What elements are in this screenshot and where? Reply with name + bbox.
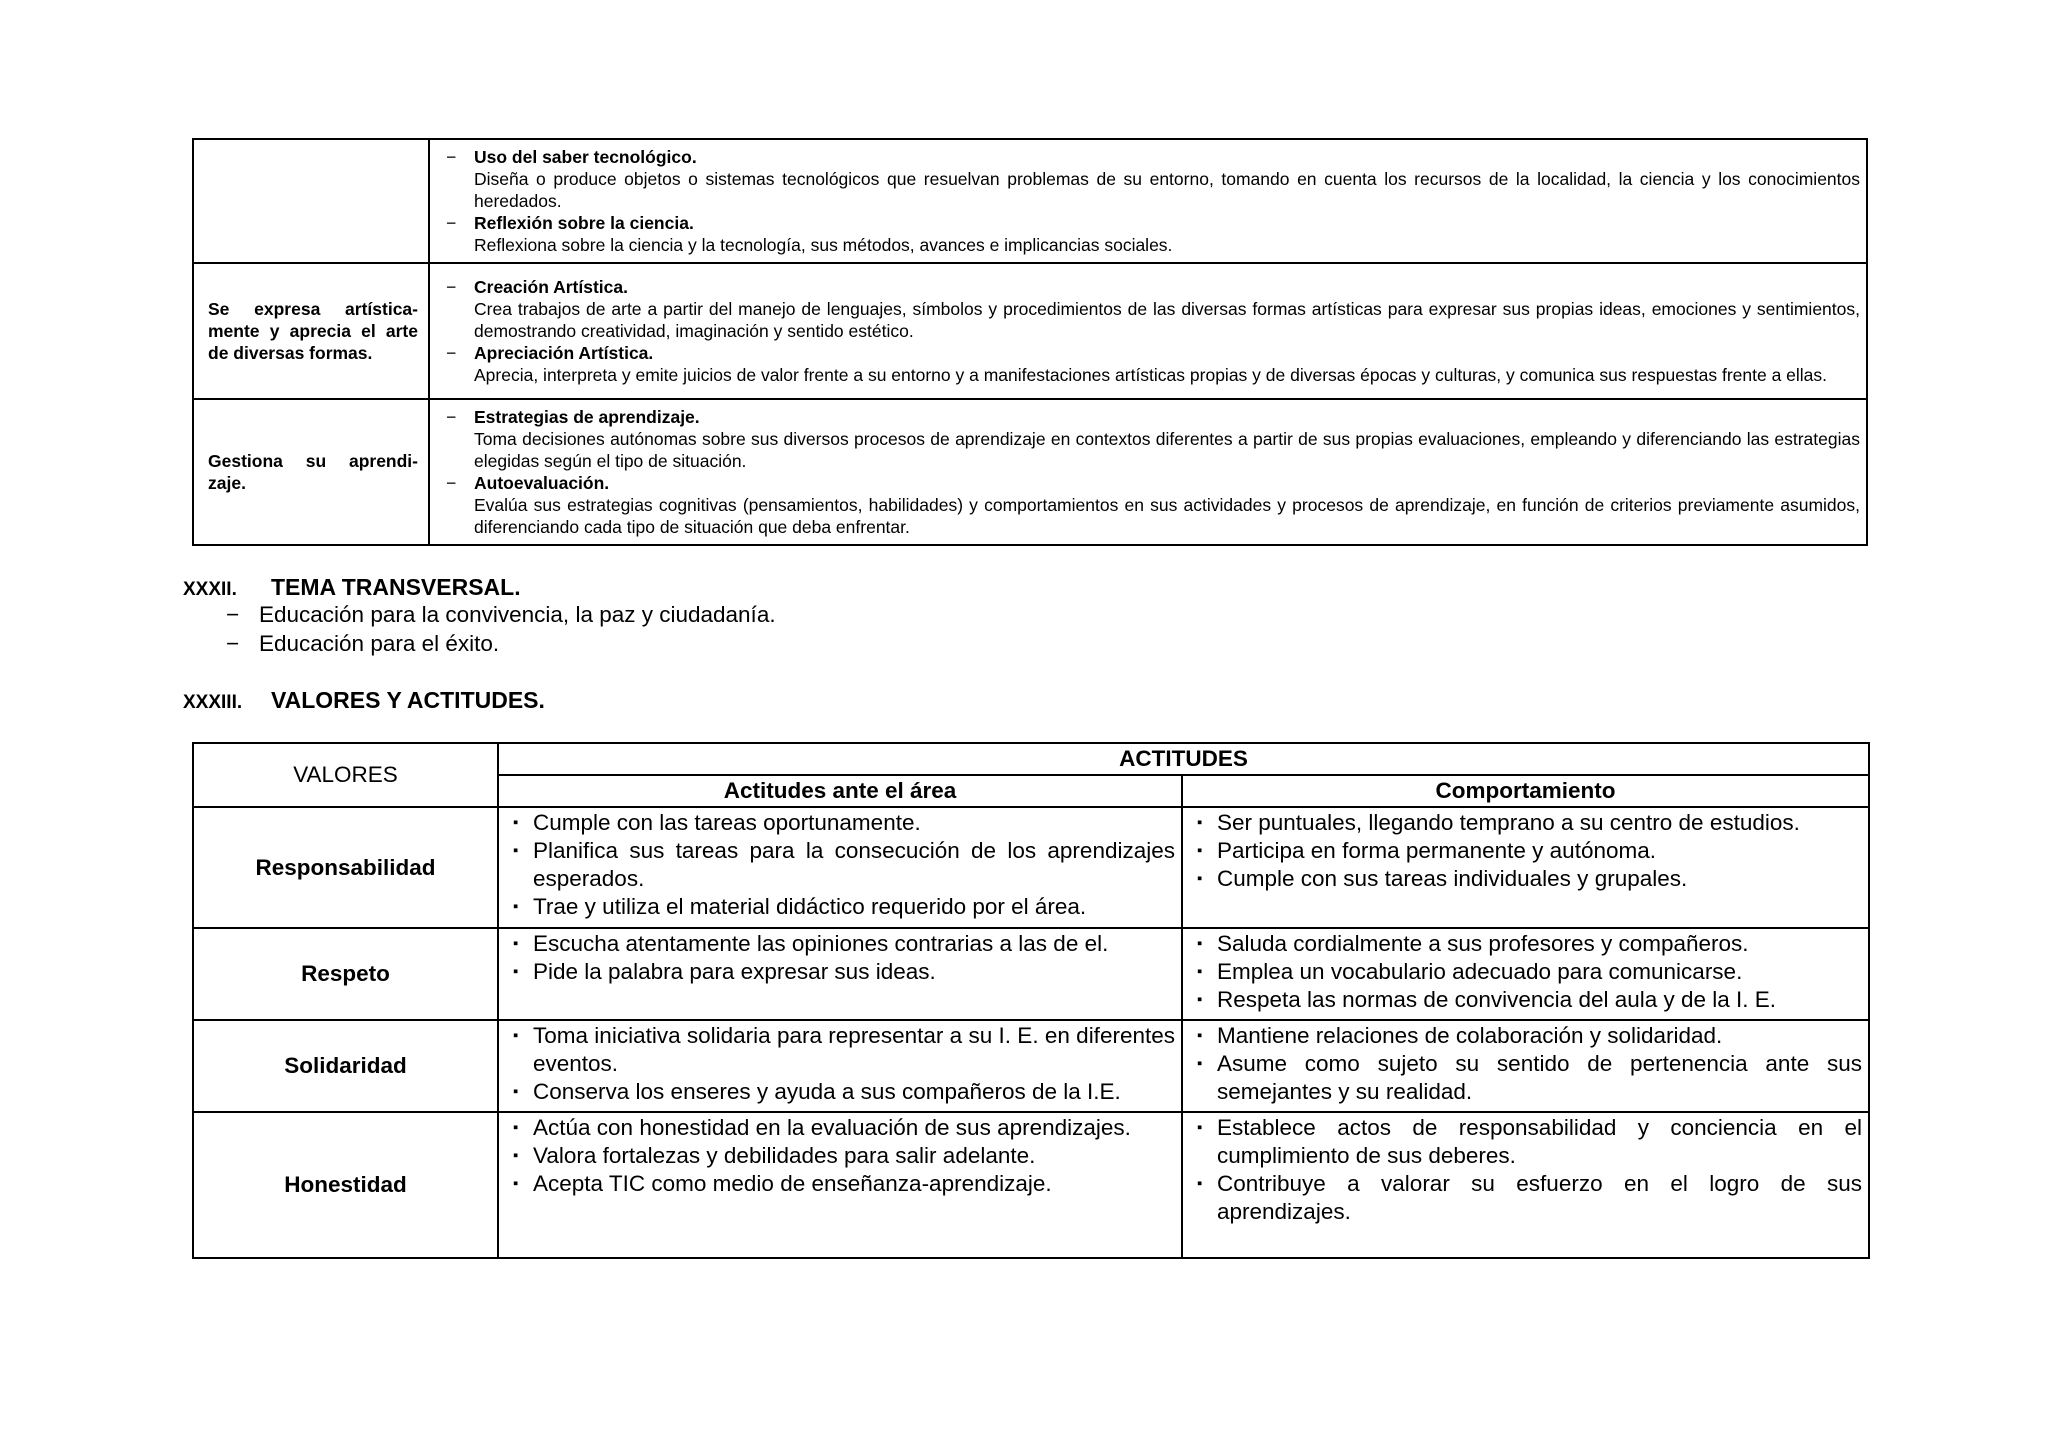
square-bullet-icon: ▪ xyxy=(1197,842,1203,859)
value-row xyxy=(193,928,1869,1020)
competency-name: Gestiona su aprendi- zaje. xyxy=(193,399,429,545)
list-item xyxy=(1197,1170,1862,1226)
capacity-title: Reflexión sobre la ciencia. xyxy=(474,212,694,233)
behavior-cell xyxy=(1182,928,1869,1020)
list-item-text: Establece actos de responsabilidad y conciencia en el cumplimiento de sus deberes. xyxy=(1217,1115,1862,1168)
list-item-text: Pide la palabra para expresar sus ideas. xyxy=(533,959,936,984)
capacity-title: Uso del saber tecnológico. xyxy=(474,146,697,167)
list-item xyxy=(513,1022,1175,1078)
square-bullet-icon: ▪ xyxy=(1197,870,1203,887)
header-comportamiento: Comportamiento xyxy=(1182,775,1869,807)
list-item-text: Actúa con honestidad en la evaluación de sus aprendizajes. xyxy=(533,1115,1131,1140)
capacity-item xyxy=(446,146,1860,212)
values-header-row xyxy=(193,743,1869,775)
dash-marker: − xyxy=(446,472,457,493)
capacity-item xyxy=(446,276,1860,342)
capacity-title: Autoevaluación. xyxy=(474,472,610,493)
dash-marker: − xyxy=(446,146,457,167)
list-item xyxy=(513,893,1175,921)
section-title: VALORES Y ACTITUDES. xyxy=(271,687,545,713)
list-item xyxy=(1197,930,1862,958)
value-name: Honestidad xyxy=(193,1112,498,1258)
value-row xyxy=(193,1112,1869,1258)
capacities-cell xyxy=(429,399,1867,545)
list-item xyxy=(1197,1022,1862,1050)
list-item-text: Planifica sus tareas para la consecución de los aprendizajes esperados. xyxy=(533,838,1175,891)
square-bullet-icon: ▪ xyxy=(1197,963,1203,980)
area-attitudes-cell xyxy=(498,1112,1182,1258)
area-attitudes-cell xyxy=(498,1020,1182,1112)
capacities-cell xyxy=(429,263,1867,399)
capacity-title: Apreciación Artística. xyxy=(474,342,654,363)
dash-marker: − xyxy=(226,602,240,627)
competency-name: Se expresa artística- mente y aprecia el arte de diversas formas. xyxy=(193,263,429,399)
list-item-text: Toma iniciativa solidaria para representar a su I. E. en diferentes eventos. xyxy=(533,1023,1175,1076)
list-item-text: Trae y utiliza el material didáctico requerido por el área. xyxy=(533,894,1087,919)
list-item-text: Cumple con sus tareas individuales y grupales. xyxy=(1217,866,1688,891)
capacity-title: Estrategias de aprendizaje. xyxy=(474,406,700,427)
capacity-description: Reflexiona sobre la ciencia y la tecnología, sus métodos, avances e implicancias sociales. xyxy=(474,234,1173,255)
list-item xyxy=(513,809,1175,837)
list-item-text: Asume como sujeto su sentido de pertenencia ante sus semejantes y su realidad. xyxy=(1217,1051,1862,1104)
list-item-text: Cumple con las tareas oportunamente. xyxy=(533,810,921,835)
list-item xyxy=(1197,865,1862,893)
list-item-text: Acepta TIC como medio de enseñanza-aprendizaje. xyxy=(533,1171,1052,1196)
list-item xyxy=(1197,958,1862,986)
area-attitudes-cell xyxy=(498,928,1182,1020)
list-item xyxy=(513,1142,1175,1170)
competency-row xyxy=(193,139,1867,263)
square-bullet-icon: ▪ xyxy=(513,1119,519,1136)
dash-marker: − xyxy=(446,276,457,297)
competency-row xyxy=(193,263,1867,399)
list-item xyxy=(513,930,1175,958)
dash-marker: − xyxy=(446,212,457,233)
square-bullet-icon: ▪ xyxy=(1197,991,1203,1008)
transversal-item-text: Educación para el éxito. xyxy=(259,631,500,656)
value-name: Responsabilidad xyxy=(193,807,498,928)
capacity-description: Diseña o produce objetos o sistemas tecnológicos que resuelvan problemas de su entorno, tomando en cuenta los recursos de la localidad, la ciencia y los conocimientos heredados. xyxy=(474,168,1860,211)
capacity-item xyxy=(446,342,1860,386)
list-item xyxy=(513,1078,1175,1106)
competency-row xyxy=(193,399,1867,545)
header-valores: VALORES xyxy=(193,743,498,807)
dash-marker: − xyxy=(446,342,457,363)
value-row xyxy=(193,1020,1869,1112)
list-item-text: Mantiene relaciones de colaboración y solidaridad. xyxy=(1217,1023,1723,1048)
list-item-text: Valora fortalezas y debilidades para salir adelante. xyxy=(533,1143,1036,1168)
list-item xyxy=(513,1114,1175,1142)
section-heading-transversal xyxy=(183,574,521,601)
transversal-item xyxy=(226,631,499,657)
values-table xyxy=(192,742,1870,1259)
square-bullet-icon: ▪ xyxy=(513,1147,519,1164)
section-number: XXXII. xyxy=(183,579,237,600)
square-bullet-icon: ▪ xyxy=(513,1083,519,1100)
list-item-text: Conserva los enseres y ayuda a sus compañeros de la I.E. xyxy=(533,1079,1121,1104)
capacities-cell xyxy=(429,139,1867,263)
capacity-description: Toma decisiones autónomas sobre sus diversos procesos de aprendizaje en contextos diferentes a partir de sus propias evaluaciones, empleando y diferenciando las estrategias elegidas según el tipo de situación. xyxy=(474,428,1860,471)
list-item-text: Escucha atentamente las opiniones contrarias a las de el. xyxy=(533,931,1109,956)
capacity-title: Creación Artística. xyxy=(474,276,628,297)
square-bullet-icon: ▪ xyxy=(513,814,519,831)
list-item xyxy=(513,958,1175,986)
list-item xyxy=(1197,986,1862,1014)
capacity-description: Crea trabajos de arte a partir del manejo de lenguajes, símbolos y procedimientos de las diversas formas artísticas para expresar sus propias ideas, emociones y sentimientos, demostrando creatividad, imaginación y sentido estético. xyxy=(474,298,1860,341)
square-bullet-icon: ▪ xyxy=(1197,1027,1203,1044)
section-heading-valores xyxy=(183,687,545,714)
capacity-description: Evalúa sus estrategias cognitivas (pensamientos, habilidades) y comportamientos en sus actividades y procesos de aprendizaje, en función de criterios previamente asumidos, diferenciando cada tipo de situación que deba enfrentar. xyxy=(474,494,1860,537)
capacity-item xyxy=(446,212,1860,256)
square-bullet-icon: ▪ xyxy=(1197,1119,1203,1136)
square-bullet-icon: ▪ xyxy=(513,1175,519,1192)
area-attitudes-cell xyxy=(498,807,1182,928)
list-item-text: Emplea un vocabulario adecuado para comunicarse. xyxy=(1217,959,1743,984)
list-item-text: Saluda cordialmente a sus profesores y compañeros. xyxy=(1217,931,1749,956)
behavior-cell xyxy=(1182,1020,1869,1112)
capacity-item xyxy=(446,472,1860,538)
value-row xyxy=(193,807,1869,928)
competency-name xyxy=(193,139,429,263)
competencies-table xyxy=(192,138,1868,546)
square-bullet-icon: ▪ xyxy=(1197,1175,1203,1192)
list-item-text: Ser puntuales, llegando temprano a su centro de estudios. xyxy=(1217,810,1800,835)
square-bullet-icon: ▪ xyxy=(513,963,519,980)
list-item xyxy=(1197,1050,1862,1106)
value-name: Respeto xyxy=(193,928,498,1020)
section-title: TEMA TRANSVERSAL. xyxy=(271,574,521,600)
list-item-text: Participa en forma permanente y autónoma. xyxy=(1217,838,1656,863)
value-name: Solidaridad xyxy=(193,1020,498,1112)
section-number: XXXIII. xyxy=(183,692,243,713)
list-item-text: Respeta las normas de convivencia del aula y de la I. E. xyxy=(1217,987,1777,1012)
header-area: Actitudes ante el área xyxy=(498,775,1182,807)
list-item xyxy=(1197,809,1862,837)
list-item xyxy=(1197,837,1862,865)
square-bullet-icon: ▪ xyxy=(1197,814,1203,831)
square-bullet-icon: ▪ xyxy=(1197,935,1203,952)
behavior-cell xyxy=(1182,1112,1869,1258)
square-bullet-icon: ▪ xyxy=(1197,1055,1203,1072)
square-bullet-icon: ▪ xyxy=(513,1027,519,1044)
transversal-item-text: Educación para la convivencia, la paz y ciudadanía. xyxy=(259,602,776,627)
capacity-item xyxy=(446,406,1860,472)
list-item xyxy=(513,1170,1175,1198)
capacity-description: Aprecia, interpreta y emite juicios de valor frente a su entorno y a manifestaciones artísticas propias y de diversas épocas y culturas, y comunica sus respuestas frente a ellas. xyxy=(474,364,1828,385)
header-actitudes: ACTITUDES xyxy=(498,743,1869,775)
dash-marker: − xyxy=(226,631,240,656)
transversal-item xyxy=(226,602,776,628)
square-bullet-icon: ▪ xyxy=(513,935,519,952)
square-bullet-icon: ▪ xyxy=(513,898,519,915)
list-item-text: Contribuye a valorar su esfuerzo en el logro de sus aprendizajes. xyxy=(1217,1171,1862,1224)
list-item xyxy=(513,837,1175,893)
list-item xyxy=(1197,1114,1862,1170)
behavior-cell xyxy=(1182,807,1869,928)
dash-marker: − xyxy=(446,406,457,427)
square-bullet-icon: ▪ xyxy=(513,842,519,859)
